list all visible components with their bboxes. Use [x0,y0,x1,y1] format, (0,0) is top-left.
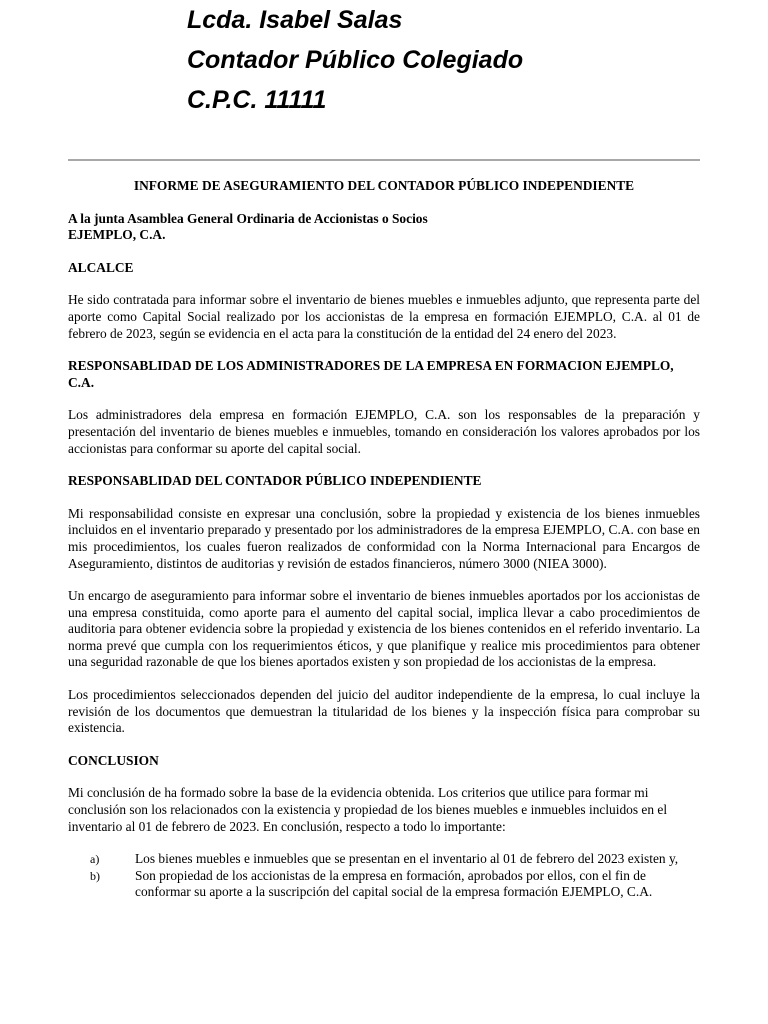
addressee [68,211,700,244]
header-divider [68,159,700,161]
addressee-line-2: EJEMPLO, C.A. [68,227,166,243]
list-item-text: Son propiedad de los accionistas de la empresa en formación, aprobados por ellos, con el fin de conformar su aporte a la suscripción del capital social de la empresa formación EJEMPLO, C.A. [135,867,653,900]
accountant-name: Lcda. Isabel Salas [187,6,403,34]
conclusion-paragraph: Mi conclusión de ha formado sobre la base de la evidencia obtenida. Los criterios que utilice para formar mi conclusión son los relacionados con la existencia y propiedad de los bienes muebles e inmuebles incluidos en el inventario al 01 de febrero de 2023. En conclusión, respecto a todo lo importante: [68,785,668,834]
report-title: INFORME DE ASEGURAMIENTO DEL CONTADOR PÚBLICO INDEPENDIENTE [133,178,635,193]
admin-responsibility-heading: RESPONSABLIDAD DE LOS ADMINISTRADORES DE LA EMPRESA EN FORMACION EJEMPLO, C.A. [68,358,674,390]
conclusion-list [68,851,700,901]
accountant-responsibility-paragraph-2: Un encargo de aseguramiento para informar sobre el inventario de bienes inmuebles aportados por los accionistas de una empresa constituida, como aporte para el aumento del capital social, implica llevar a cabo procedimientos de auditoria para obtener evidencia sobre la propiedad y existencia de los bienes contenidos en el referido inventario. La norma prevé que cumpla con los requerimientos éticos, y que planifique y realice mis procedimientos para obtener una seguridad razonable de que los bienes aportados existen y son propiedad de los accionistas de la empresa. [68,588,700,670]
report-body [68,178,700,901]
accountant-responsibility-paragraph-1: Mi responsabilidad consiste en expresar una conclusión, sobre la propiedad y existencia de los bienes inmuebles incluidos en el inventario preparado y presentado por los administradores de la empresa EJEMPLO, C.A. con base en mis procedimientos, los cuales fueron realizados de conformidad con la Norma Internacional para Encargos de Aseguramiento, distintos de auditorias y revisión de estados financieros, número 3000 (NIEA 3000). [68,505,700,571]
list-item-text: Los bienes muebles e inmuebles que se presentan en el inventario al 01 de febrero del 2023 existen y, [135,851,679,867]
addressee-line-1: A la junta Asamblea General Ordinaria de Accionistas o Socios [68,210,428,226]
scope-paragraph: He sido contratada para informar sobre el inventario de bienes muebles e inmuebles adjunto, que representa parte del aporte como Capital Social realizado por los accionistas de la empresa en formación EJEMPLO, C.A. al 01 de febrero de 2023, según se evidencia en el acta para la constitución de la entidad del 24 enero del 2023. [68,292,700,341]
accountant-responsibility-heading: RESPONSABLIDAD DEL CONTADOR PÚBLICO INDEPENDIENTE [68,473,482,489]
list-item [68,851,700,868]
list-marker: a) [90,852,100,867]
scope-heading: ALCALCE [68,259,134,275]
admin-responsibility-paragraph: Los administradores dela empresa en formación EJEMPLO, C.A. son los responsables de la preparación y presentación del inventario de bienes muebles e inmuebles, tomando en consideración los valores aprobados por los accionistas para conformar su aporte del capital social. [68,407,700,456]
list-marker: b) [90,868,100,883]
accountant-title: Contador Público Colegiado [187,46,524,74]
list-item [68,868,700,901]
accountant-responsibility-paragraph-3: Los procedimientos seleccionados dependen del juicio del auditor independiente de la empresa, lo cual incluye la revisión de los documentos que demuestran la titularidad de los bienes y la inspección física para comprobar su existencia. [68,687,700,736]
accountant-registration: C.P.C. 11111 [187,86,327,114]
conclusion-heading: CONCLUSION [68,752,159,768]
letterhead [187,0,523,120]
